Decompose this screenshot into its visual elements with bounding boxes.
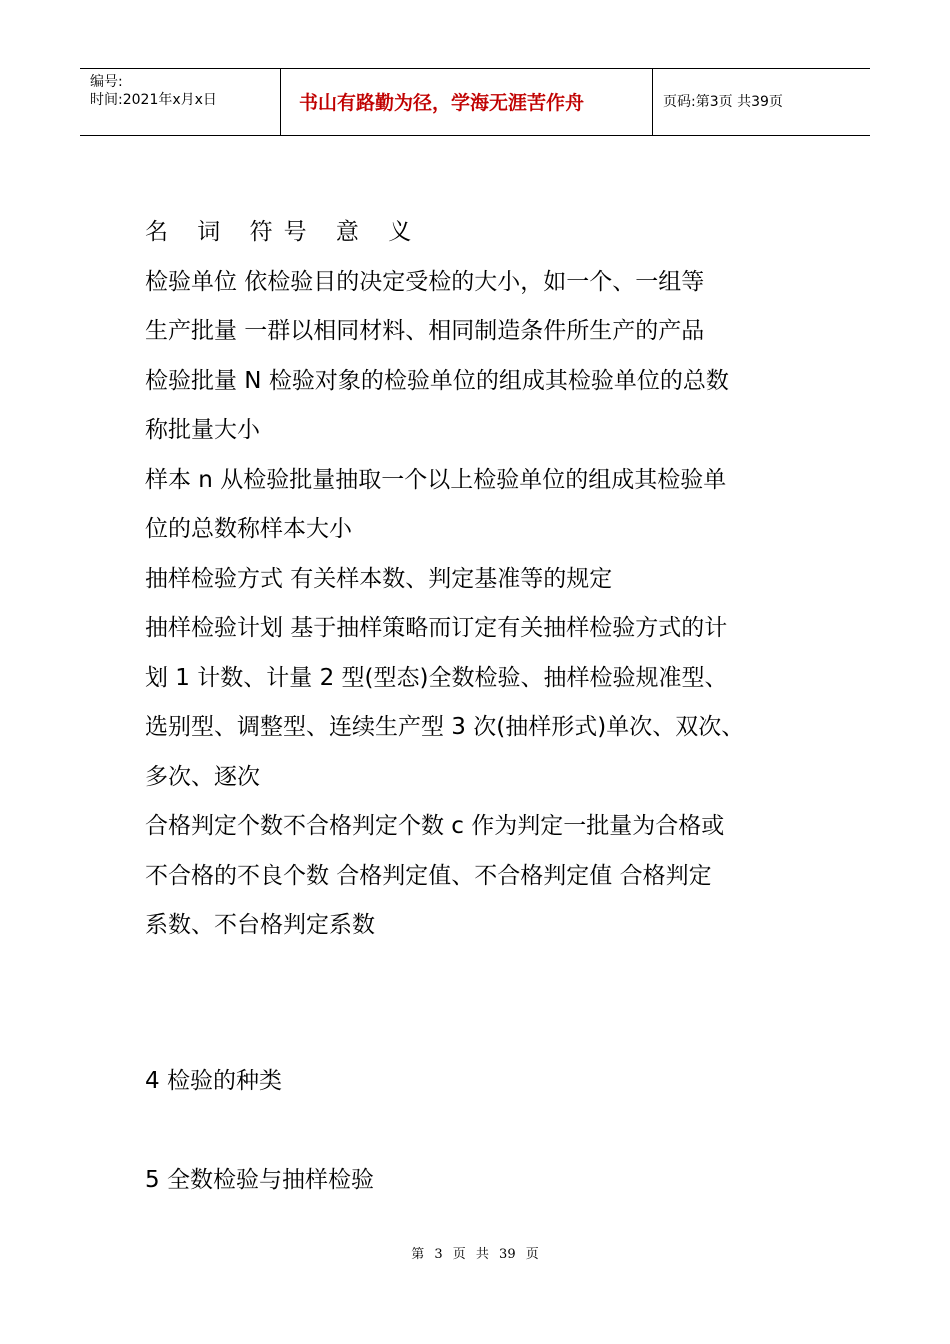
body-line: 多次、逐次 (145, 763, 260, 790)
body-line: 抽样检验方式 有关样本数、判定基准等的规定 (145, 565, 613, 592)
page-footer: 第 3 页 共 39 页 (411, 1247, 539, 1262)
body-line: 位的总数称样本大小 (145, 516, 352, 542)
body-line: 系数、不台格判定系数 (145, 912, 375, 938)
header-slogan: 书山有路勤为径，学海无涯苦作舟 (299, 92, 585, 114)
body-line: 抽样检验计划 基于抽样策略而订定有关抽样检验方式的计 (145, 615, 728, 641)
section-heading-4: 4 检验的种类 (145, 1068, 282, 1094)
body-line: 不合格的不良个数 合格判定值、不合格判定值 合格判定 (145, 862, 712, 889)
page-header (80, 68, 870, 136)
header-page-cell (653, 69, 870, 135)
terms-table-header: 名 词 符号 意 义 (145, 219, 423, 245)
body-line: 合格判定个数不合格判定个数 c 作为判定一批量为合格或 (145, 813, 725, 839)
body-line: 检验单位 依检验目的决定受检的大小，如一个、一组等 (145, 268, 705, 295)
document-body (145, 208, 815, 951)
header-page-info: 页码:第3页 共39页 (663, 94, 783, 110)
body-line: 选别型、调整型、连续生产型 3 次(抽样形式)单次、双次、 (145, 714, 745, 740)
document-date: 时间:2021年x月x日 (90, 92, 217, 108)
body-line: 称批量大小 (145, 417, 260, 443)
section-heading-5: 5 全数检验与抽样检验 (145, 1167, 374, 1193)
body-line: 生产批量 一群以相同材料、相同制造条件所生产的产品 (145, 318, 705, 344)
header-info-cell (80, 69, 281, 135)
body-line: 划 1 计数、计量 2 型(型态)全数检验、抽样检验规准型、 (145, 664, 728, 691)
document-number-label: 编号: (90, 74, 123, 90)
body-line: 检验批量 N 检验对象的检验单位的组成其检验单位的总数 (145, 367, 729, 394)
header-slogan-cell (281, 69, 653, 135)
body-line: 样本 n 从检验批量抽取一个以上检验单位的组成其检验单 (145, 466, 727, 493)
